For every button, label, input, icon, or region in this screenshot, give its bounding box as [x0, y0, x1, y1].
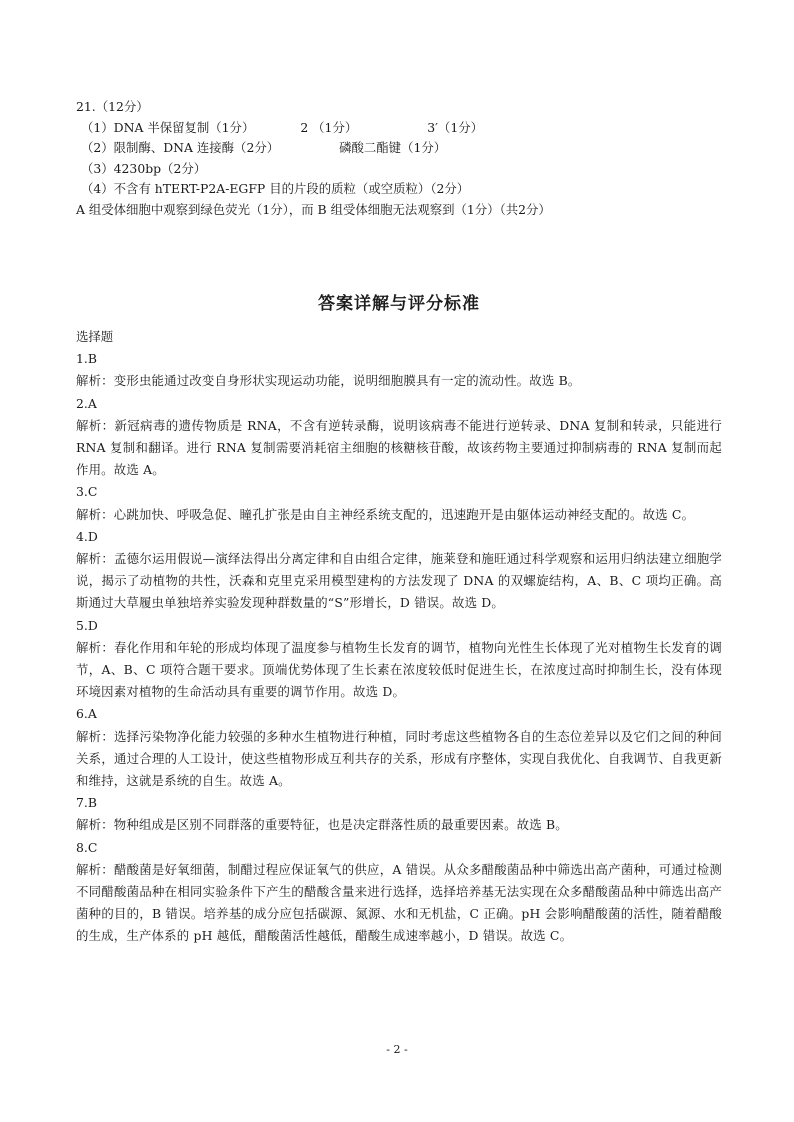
- explanation-list: [76, 348, 722, 947]
- answer-line-3: （3）4230bp（2分）: [81, 160, 207, 176]
- answer-line-2: [76, 138, 722, 159]
- explanation-text: 解析：变形虫能通过改变自身形状实现运动功能，说明细胞膜具有一定的流动性。故选 B。: [76, 373, 581, 389]
- page-number: - 2 -: [386, 1043, 408, 1056]
- explanation-item: [76, 703, 722, 792]
- question-number: 6.A: [76, 706, 97, 722]
- answer-1-part-b: 2 （1分）: [300, 119, 358, 135]
- answer-key-block: [76, 97, 722, 220]
- explanation-item: [76, 393, 722, 482]
- explanation-item: [76, 348, 722, 392]
- document-page: [76, 97, 722, 948]
- explanation-text: 解析：孟德尔运用假说—演绎法得出分离定律和自由组合定律，施莱登和施旺通过科学观察和运用归纳法建立细胞学说，揭示了动植物的共性，沃森和克里克采用模型建构的方法发现了 DNA 的双螺旋结构，A、B、C 项均正确。高斯通过大草履虫单独培养实验发现种群数量的“S”形增长，D 错误。故选 D。: [76, 551, 722, 611]
- section-label: 选择题: [76, 329, 114, 344]
- question-number: 8.C: [76, 839, 98, 855]
- section-title: 答案详解与评分标准: [318, 294, 480, 314]
- question-number: 5.D: [76, 617, 98, 633]
- answer-line-4: （4）不含有 hTERT-P2A-EGFP 目的片段的质粒（或空质粒）（2分）: [81, 181, 470, 196]
- question-number: 4.D: [76, 528, 98, 544]
- explanation-item: [76, 481, 722, 525]
- question-number: 2.A: [76, 395, 97, 411]
- question-number: 3.C: [76, 484, 98, 500]
- question-number: 7.B: [76, 795, 97, 811]
- answer-line-5: A 组受体细胞中观察到绿色荧光（1分），而 B 组受体细胞无法观察到（1分）（共2分）: [76, 201, 551, 217]
- answer-line-1: [76, 118, 722, 139]
- explanation-text: 解析：春化作用和年轮的形成均体现了温度参与植物生长发育的调节，植物向光性生长体现了光对植物生长发育的调节，A、B、C 项符合题干要求。顶端优势体现了生长素在浓度较低时促进生长，在浓度过高时抑制生长，没有体现环境因素对植物的生命活动具有重要的调节作用。故选 D。: [76, 639, 722, 700]
- explanation-text: 解析：心跳加快、呼吸急促、瞳孔扩张是由自主神经系统支配的，迅速跑开是由躯体运动神经支配的。故选 C。: [76, 506, 695, 522]
- answer-2-part-b: 磷酸二酯键（1分）: [339, 140, 447, 155]
- question-number: 1.B: [76, 351, 97, 367]
- explanation-item: [76, 792, 722, 836]
- answer-2-part-a: （2）限制酶、DNA 连接酶（2分）: [81, 140, 280, 155]
- explanation-text: 解析：新冠病毒的遗传物质是 RNA，不含有逆转录酶，说明该病毒不能进行逆转录、DNA 复制和转录，只能进行 RNA 复制和翻译。进行 RNA 复制需要消耗宿主细胞的核糖核苷酸，故该药物主要通过抑制病毒的 RNA 复制而起作用。故选 A。: [76, 417, 722, 478]
- explanation-text: 解析：选择污染物净化能力较强的多种水生植物进行种植，同时考虑这些植物各自的生态位差异以及它们之间的种间关系，通过合理的人工设计，使这些植物形成互利共存的关系，形成有序整体，实现自我优化、自我调节、自我更新和维持，这就是系统的自生。故选 A。: [76, 728, 722, 789]
- explanation-text: 解析：醋酸菌是好氧细菌，制醋过程应保证氧气的供应，A 错误。从众多醋酸菌品种中筛选出高产菌种，可通过检测不同醋酸菌品种在相同实验条件下产生的醋酸含量来进行选择，选择培养基无法实现在众多醋酸菌品种中筛选出高产菌种的目的，B 错误。培养基的成分应包括碳源、氮源、水和无机盐，C 正确。pH 会影响醋酸菌的活性，随着醋酸的生成，生产体系的 pH 越低，醋酸菌活性越低，醋酸生成速率越小，D 错误。故选 C。: [76, 861, 722, 944]
- explanation-item: [76, 615, 722, 704]
- explanation-text: 解析：物种组成是区别不同群落的重要特征，也是决定群落性质的最重要因素。故选 B。: [76, 817, 568, 833]
- question-header: 21.（12分）: [76, 99, 149, 114]
- explanation-item: [76, 526, 722, 615]
- explanation-item: [76, 837, 722, 948]
- answer-1-part-a: （1）DNA 半保留复制（1分）: [81, 119, 255, 135]
- answer-1-part-c: 3′（1分）: [427, 119, 483, 135]
